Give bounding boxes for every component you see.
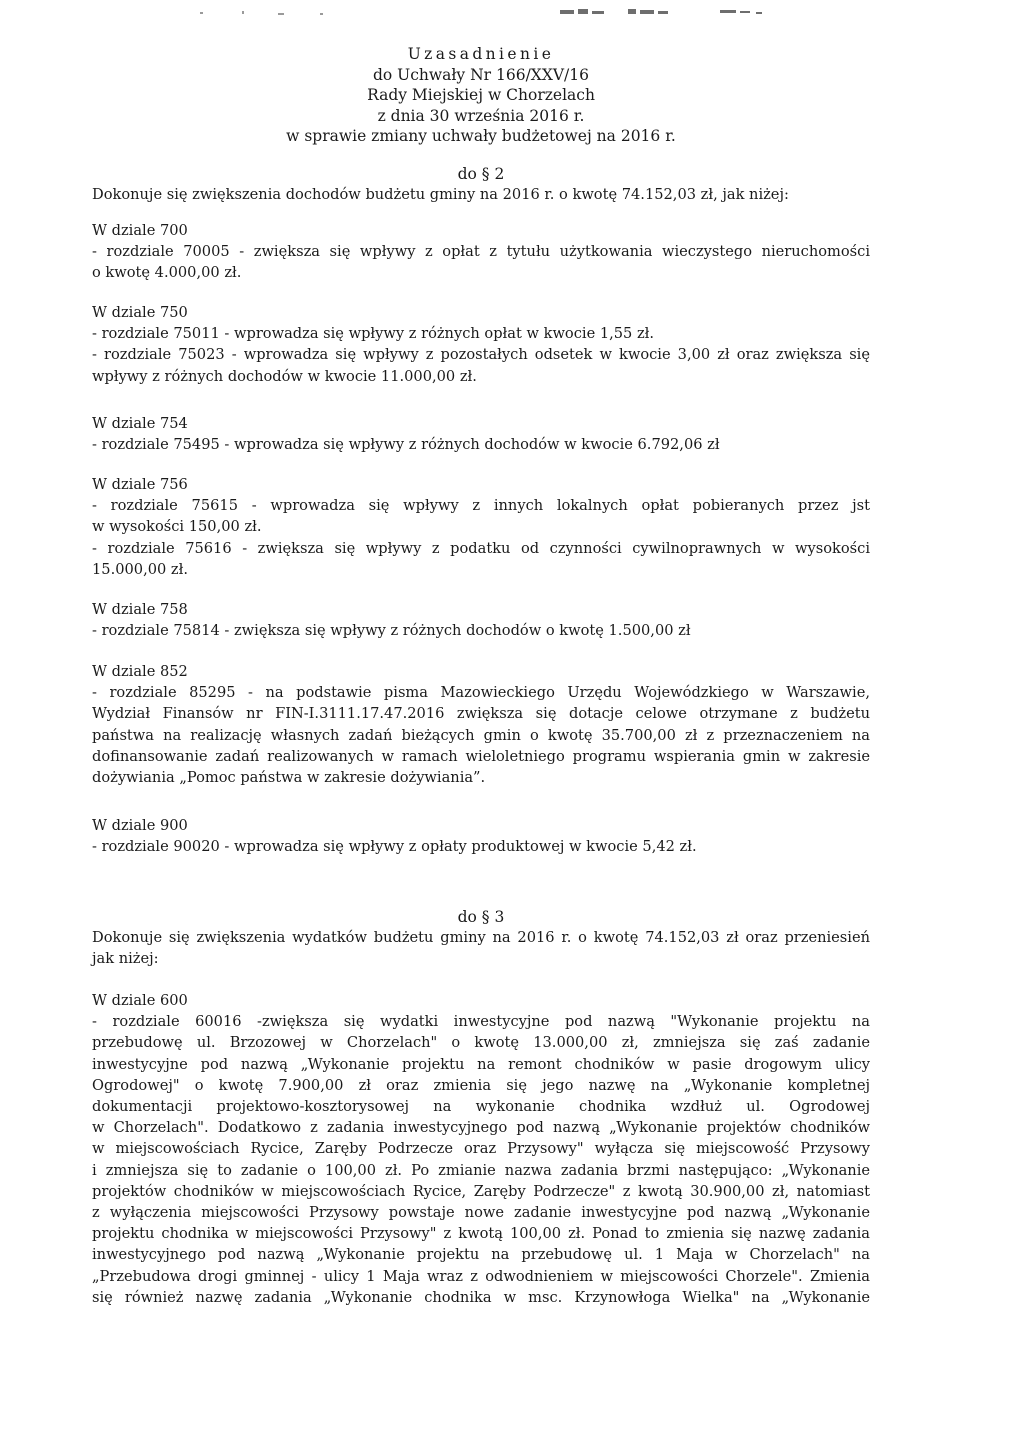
- dzial-754: [92, 413, 870, 455]
- paragraph-line: Ogrodowej" o kwotę 7.900,00 zł oraz zmienia się jego nazwę na „Wykonanie kompletnej: [92, 1076, 870, 1094]
- dzial-852: [92, 661, 870, 788]
- dzial-heading: W dziale 756: [92, 476, 188, 493]
- dzial-700: [92, 220, 870, 284]
- paragraph-line: inwestycyjnego pod nazwą „Wykonanie projektu na przebudowę ul. 1 Maja w Chorzelach" na: [92, 1246, 870, 1264]
- paragraph-line: w wysokości 150,00 zł.: [92, 518, 262, 536]
- dzial-900: [92, 815, 870, 857]
- resolution-date: z dnia 30 września 2016 r.: [377, 106, 585, 125]
- paragraph-line: - rozdziale 75495 - wprowadza się wpływy z różnych dochodów w kwocie 6.792,06 zł: [92, 436, 720, 454]
- paragraph-line: projektów chodników w miejscowościach Rycice, Zaręby Podrzecze" z kwotą 30.900,00 zł, natomiast: [92, 1182, 870, 1200]
- paragraph-line: - rozdziale 75814 - zwiększa się wpływy z różnych dochodów o kwotę 1.500,00 zł: [92, 622, 691, 640]
- paragraph-line: przebudowę ul. Brzozowej w Chorzelach" o kwotę 13.000,00 zł, zmniejsza się zaś zadanie: [92, 1034, 870, 1052]
- paragraph-line: i zmniejsza się to zadanie o 100,00 zł. Po zmianie nazwa zadania brzmi następująco: „Wykonanie: [92, 1161, 870, 1179]
- dzial-heading: W dziale 754: [92, 415, 188, 432]
- paragraph-line: z wyłączenia miejscowości Przysowy powstaje nowe zadanie inwestycyjne pod nazwą „Wykonanie: [92, 1204, 870, 1222]
- section-3: [92, 907, 870, 969]
- paragraph-line: w Chorzelach". Dodatkowo z zadania inwestycyjnego pod nazwą „Wykonanie projektów chodników: [92, 1119, 870, 1137]
- paragraph-line: - rozdziale 75616 - zwiększa się wpływy z podatku od czynności cywilnoprawnych w wysokości: [92, 539, 870, 557]
- paragraph-line: - rozdziale 90020 - wprowadza się wpływy z opłaty produktowej w kwocie 5,42 zł.: [92, 838, 697, 856]
- paragraph-line: o kwotę 4.000,00 zł.: [92, 264, 242, 282]
- paragraph-line: - rozdziale 75023 - wprowadza się wpływy z pozostałych odsetek w kwocie 3,00 zł oraz zwiększa się: [92, 346, 870, 364]
- dzial-heading: W dziale 758: [92, 601, 188, 618]
- dzial-heading: W dziale 700: [92, 222, 188, 239]
- paragraph-line: dokumentacji projektowo-kosztorysowej na wykonanie chodnika wzdłuż ul. Ogrodowej: [92, 1098, 870, 1116]
- dzial-heading: W dziale 600: [92, 992, 188, 1009]
- scan-artifact: [180, 6, 820, 20]
- paragraph-line: państwa na realizację własnych zadań bieżących gmin o kwotę 35.700,00 zł z przeznaczeniem na: [92, 726, 870, 744]
- document-title: Uzasadnienie: [407, 45, 555, 63]
- dzial-758: [92, 599, 870, 641]
- paragraph-line: Wydział Finansów nr FIN-I.3111.17.47.2016 zwiększa się dotacje celowe otrzymane z budżetu: [92, 705, 870, 723]
- paragraph-line: dofinansowanie zadań realizowanych w ramach wieloletniego programu wspierania gmin w zakresie: [92, 747, 870, 765]
- resolution-number: do Uchwały Nr 166/XXV/16: [372, 65, 590, 84]
- document-header: [92, 44, 870, 147]
- paragraph-line: - rozdziale 70005 - zwiększa się wpływy z opłat z tytułu użytkowania wieczystego nieruchomości: [92, 243, 870, 261]
- section-2: [92, 164, 870, 205]
- paragraph-line: 15.000,00 zł.: [92, 560, 188, 578]
- paragraph-line: - rozdziale 85295 - na podstawie pisma Mazowieckiego Urzędu Wojewódzkiego w Warszawie,: [92, 684, 870, 702]
- dzial-750: [92, 302, 870, 387]
- paragraph-line: - rozdziale 60016 -zwiększa się wydatki inwestycyjne pod nazwą "Wykonanie projektu na: [92, 1013, 870, 1031]
- section-2-intro: Dokonuje się zwiększenia dochodów budżetu gminy na 2016 r. o kwotę 74.152,03 zł, jak niżej:: [92, 186, 789, 203]
- paragraph-line: się również nazwę zadania „Wykonanie chodnika w msc. Krzynowłoga Wielka" na „Wykonanie: [92, 1288, 870, 1306]
- section-3-intro: jak niżej:: [92, 950, 159, 968]
- section-2-title: do § 2: [457, 165, 505, 183]
- paragraph-line: wpływy z różnych dochodów w kwocie 11.000,00 zł.: [92, 367, 477, 385]
- paragraph-line: w miejscowościach Rycice, Zaręby Podrzecze oraz Przysowy" wyłącza się miejscowość Przysowy: [92, 1140, 870, 1158]
- dzial-heading: W dziale 900: [92, 817, 188, 834]
- dzial-756: [92, 474, 870, 580]
- section-3-title: do § 3: [457, 908, 505, 926]
- council-name: Rady Miejskiej w Chorzelach: [367, 86, 595, 104]
- resolution-subject: w sprawie zmiany uchwały budżetowej na 2016 r.: [286, 127, 676, 145]
- dzial-heading: W dziale 750: [92, 304, 188, 321]
- paragraph-line: projektu chodnika w miejscowości Przysowy" z kwotą 100,00 zł. Ponad to zmienia się nazwę zadania: [92, 1225, 870, 1243]
- dzial-heading: W dziale 852: [92, 663, 188, 680]
- paragraph-line: dożywiania „Pomoc państwa w zakresie dożywiania”.: [92, 769, 486, 787]
- dzial-600: [92, 990, 870, 1308]
- section-3-intro: Dokonuje się zwiększenia wydatków budżetu gminy na 2016 r. o kwotę 74.152,03 zł oraz przeniesień: [92, 929, 870, 946]
- paragraph-line: inwestycyjne pod nazwą „Wykonanie projektu na remont chodników w pasie drogowym ulicy: [92, 1055, 870, 1073]
- paragraph-line: - rozdziale 75615 - wprowadza się wpływy z innych lokalnych opłat pobieranych przez jst: [92, 497, 870, 515]
- paragraph-line: „Przebudowa drogi gminnej - ulicy 1 Maja wraz z odwodnieniem w miejscowości Chorzele". Zmienia: [92, 1267, 870, 1285]
- paragraph-line: - rozdziale 75011 - wprowadza się wpływy z różnych opłat w kwocie 1,55 zł.: [92, 325, 655, 343]
